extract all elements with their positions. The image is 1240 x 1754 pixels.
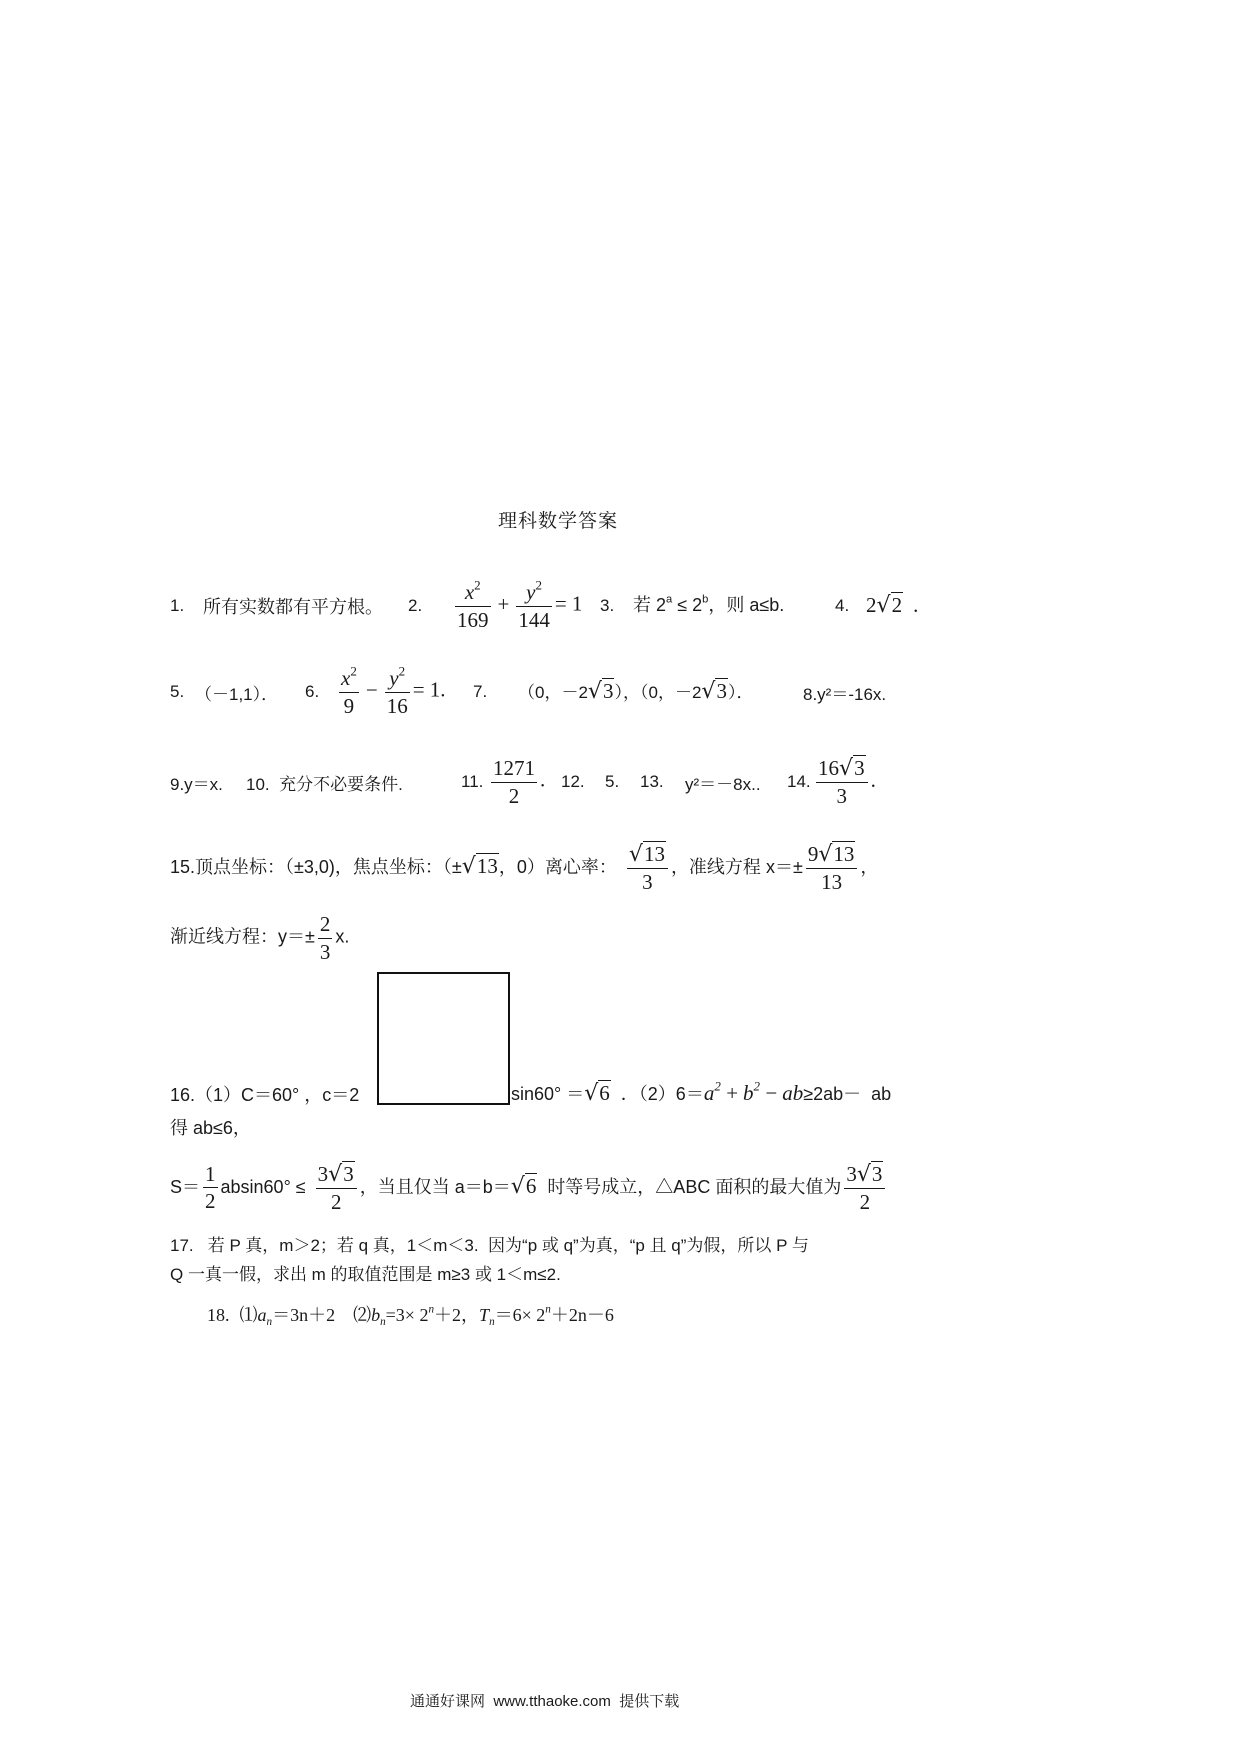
answer-line-10 xyxy=(0,1259,1240,1285)
sqrt-3 xyxy=(588,679,615,703)
variable-y: y xyxy=(389,666,399,691)
image-placeholder xyxy=(377,972,510,1105)
exponent: 2 xyxy=(753,1078,761,1094)
q10-answer: 10. 充分不必要条件. xyxy=(246,774,403,794)
numerator xyxy=(463,577,483,605)
q4-expression xyxy=(866,593,918,619)
q15-asymptote xyxy=(170,912,349,964)
sqrt-2 xyxy=(877,593,904,617)
coefficient: 9 xyxy=(807,841,819,866)
point-2-suffix: ）． xyxy=(727,682,754,702)
term-ab: ab xyxy=(782,1080,804,1105)
period: . xyxy=(870,767,876,792)
q11-fraction xyxy=(491,756,537,807)
part2-prefix: ．（2）6＝ xyxy=(620,1083,704,1104)
q14-number: 14. xyxy=(787,772,811,791)
answer-line-3 xyxy=(0,754,1240,810)
area-middle: absin60° ≤ xyxy=(220,1176,306,1197)
q9-answer: 9.y＝x. xyxy=(170,774,223,794)
bound-fraction xyxy=(316,1162,357,1214)
sqrt-13 xyxy=(462,854,499,878)
q7-answer xyxy=(518,664,753,720)
radicand: 3 xyxy=(871,1161,883,1186)
half-fraction xyxy=(203,1162,218,1213)
radicand: 3 xyxy=(343,1161,354,1186)
q4-number: 4. xyxy=(835,596,850,615)
comma: ， xyxy=(860,856,879,877)
directrix-label: ，准线方程 x＝± xyxy=(670,856,803,877)
variable-x: x xyxy=(341,666,351,691)
denominator: 2 xyxy=(205,1189,216,1214)
sqrt-3 xyxy=(701,679,728,703)
denominator: 3 xyxy=(816,782,868,808)
radical-sign: √ xyxy=(818,841,833,867)
radical-sign: √ xyxy=(876,592,891,618)
sqrt-13 xyxy=(818,842,855,866)
answer-line-6 xyxy=(0,1074,1240,1114)
subscript-n: n xyxy=(266,1316,273,1329)
radicand: 13 xyxy=(833,841,855,866)
q14-expression xyxy=(813,756,876,808)
equals-one: = 1. xyxy=(412,677,446,702)
a-formula: ＝3n＋2 xyxy=(272,1305,336,1326)
q2-answer xyxy=(452,578,582,634)
q7-number: 7. xyxy=(473,682,488,701)
answer-line-5 xyxy=(0,912,1240,964)
q8-answer: 8.y²＝-16x. xyxy=(803,684,887,704)
exponent: 2 xyxy=(398,663,406,679)
sqrt-3 xyxy=(328,1162,355,1186)
sqrt-3 xyxy=(857,1162,884,1186)
radicand: 3 xyxy=(854,755,865,780)
sqrt-6 xyxy=(584,1081,611,1105)
exponent: 2 xyxy=(350,663,357,679)
max-area-text: 时等号成立，△ABC 面积的最大值为 xyxy=(547,1176,842,1197)
period: . xyxy=(540,767,546,792)
period: . xyxy=(913,592,919,617)
q18-number: 18. xyxy=(207,1305,230,1326)
q13-answer: y²＝－8x.. xyxy=(685,774,761,794)
radical-sign: √ xyxy=(587,678,602,704)
denominator: 3 xyxy=(319,939,331,964)
exponent: 2 xyxy=(714,1078,721,1094)
q2-fraction-y xyxy=(516,577,552,632)
denominator: 169 xyxy=(457,607,489,632)
radical-sign: √ xyxy=(856,1161,871,1187)
t-formula: ＝6× 2 xyxy=(494,1305,546,1326)
q4-answer xyxy=(866,578,918,634)
q17-line-1: 17. 若 P 真，m＞2；若 q 真，1＜m＜3. 因为“p 或 q”为真，“p 且 q”为假，所以 P 与 xyxy=(170,1235,809,1255)
q3-prefix: 若 2 xyxy=(633,595,667,616)
area-expression xyxy=(170,1162,888,1214)
numerator xyxy=(816,756,868,782)
numerator xyxy=(524,577,544,605)
point-1-prefix: （0，－2 xyxy=(518,682,588,702)
q13-number: 13. xyxy=(640,772,664,791)
q3-answer xyxy=(633,578,784,634)
term-b: b xyxy=(743,1080,754,1105)
numerator: 1271 xyxy=(493,756,535,781)
eccentricity-label: ，0）离心率： xyxy=(498,856,617,877)
max-area-fraction xyxy=(844,1162,885,1214)
q2-fraction-x xyxy=(455,577,491,632)
numerator: 2 xyxy=(319,912,331,937)
t-formula-tail: ＋2n－6 xyxy=(550,1305,614,1326)
radicand: 2 xyxy=(891,592,903,617)
variable-x: x xyxy=(464,580,475,605)
q14-answer xyxy=(813,754,876,810)
q3-leq: ≤ 2 xyxy=(672,595,703,616)
equals-one: = 1 xyxy=(554,591,583,616)
sqrt-6 xyxy=(511,1174,538,1198)
q6-answer xyxy=(336,664,446,720)
subscript-n: n xyxy=(489,1316,495,1329)
q18-answer xyxy=(207,1300,614,1332)
exponent-a: a xyxy=(666,593,673,606)
q6-fraction-y xyxy=(385,663,410,718)
area-prefix: S＝ xyxy=(170,1176,201,1197)
vertex-focus-text: 15.顶点坐标：（±3,0)，焦点坐标：（± xyxy=(170,856,462,877)
exponent-n: n xyxy=(545,1303,551,1316)
q16-area xyxy=(170,1158,888,1218)
answer-line-1 xyxy=(0,578,1240,634)
equality-condition: ，当且仅当 a＝b＝ xyxy=(359,1176,511,1197)
denominator: 144 xyxy=(518,607,550,632)
part-1-marker: ⑴ xyxy=(239,1305,258,1326)
radical-sign: √ xyxy=(510,1173,525,1199)
numerator xyxy=(316,1162,357,1188)
radicand: 6 xyxy=(599,1080,610,1105)
q18-expression xyxy=(207,1305,614,1327)
q16-expression xyxy=(511,1078,892,1107)
q15-answer xyxy=(170,840,878,896)
radicand: 3 xyxy=(602,678,614,703)
numerator xyxy=(806,842,858,868)
denominator: 16 xyxy=(386,693,408,718)
radicand: 13 xyxy=(476,853,498,878)
numerator xyxy=(339,663,359,691)
radical-sign: √ xyxy=(839,755,854,781)
coefficient: 3 xyxy=(317,1161,329,1186)
q12-number: 12. xyxy=(561,772,585,791)
numerator xyxy=(387,663,407,691)
q16-result: 得 ab≤6， xyxy=(170,1118,251,1138)
cosine-law-expression xyxy=(703,1078,804,1105)
q16-continuation xyxy=(511,1074,891,1114)
part-2-marker: ⑵ xyxy=(353,1305,372,1326)
q7-points xyxy=(518,679,753,705)
numerator: 1 xyxy=(205,1162,216,1187)
term-a: a xyxy=(703,1080,715,1105)
numerator xyxy=(844,1162,885,1188)
b-formula-tail: ＋2， xyxy=(434,1305,480,1326)
eccentricity-fraction xyxy=(627,842,668,894)
q1-number: 1. xyxy=(170,596,185,615)
exponent: 2 xyxy=(474,577,481,593)
page-title: 理科数学答案 xyxy=(498,511,619,532)
q15-expression xyxy=(170,842,878,894)
exponent-n: n xyxy=(428,1303,435,1316)
q3-conclusion: ，则 a≤b. xyxy=(708,595,785,616)
point-separator: ），（0，－2 xyxy=(614,682,702,702)
q5-number: 5. xyxy=(170,682,185,701)
sqrt-13 xyxy=(629,842,666,866)
radicand: 6 xyxy=(525,1173,537,1198)
sqrt-3 xyxy=(839,756,866,780)
exponent: 2 xyxy=(535,577,543,593)
radical-sign: √ xyxy=(328,1161,343,1187)
q3-expression xyxy=(633,595,784,617)
denominator: 3 xyxy=(627,868,668,894)
directrix-fraction xyxy=(806,842,858,894)
coefficient: 3 xyxy=(846,1161,857,1186)
radical-sign: √ xyxy=(584,1080,599,1106)
answer-line-4 xyxy=(0,840,1240,896)
q17-line-2: Q 一真一假，求出 m 的取值范围是 m≥3 或 1＜m≤2. xyxy=(170,1264,561,1284)
q11-answer xyxy=(488,754,545,810)
denominator: 2 xyxy=(844,1188,885,1214)
q6-equation xyxy=(336,663,446,718)
numerator xyxy=(627,842,668,868)
sin-text: sin60° ＝ xyxy=(511,1083,585,1104)
denominator: 2 xyxy=(491,782,537,808)
coefficient: 2 xyxy=(866,592,877,617)
radicand: 3 xyxy=(716,678,727,703)
q14-fraction xyxy=(816,756,868,808)
minus-sign: − xyxy=(764,1080,779,1105)
q1-answer: 所有实数都有平方根。 xyxy=(203,597,383,617)
radicand: 13 xyxy=(643,841,665,866)
q11-expression xyxy=(488,756,545,807)
variable-y: y xyxy=(526,580,536,605)
q12-answer: 5. xyxy=(605,772,620,791)
sequence-b: b xyxy=(371,1305,381,1326)
asymptote-tail: x. xyxy=(335,926,350,947)
plus-sign: + xyxy=(497,591,510,616)
q2-number: 2. xyxy=(408,596,423,615)
denominator: 13 xyxy=(806,868,858,894)
exponent-b: b xyxy=(702,593,709,606)
denominator: 2 xyxy=(316,1188,357,1214)
radical-sign: √ xyxy=(461,853,476,879)
sequence-a: a xyxy=(257,1305,267,1326)
answer-line-2 xyxy=(0,664,1240,720)
radical-sign: √ xyxy=(701,678,716,704)
inequality-text: ≥2ab－ ab xyxy=(803,1083,892,1104)
q2-equation xyxy=(452,577,583,632)
denominator: 9 xyxy=(339,692,359,718)
q11-number: 11. xyxy=(461,772,484,791)
radical-sign: √ xyxy=(628,841,643,867)
subscript-n: n xyxy=(380,1316,386,1329)
q6-fraction-x xyxy=(339,663,359,718)
sum-t: T xyxy=(479,1305,490,1326)
q3-number: 3. xyxy=(600,596,615,615)
answer-line-9 xyxy=(0,1230,1240,1256)
b-formula: =3× 2 xyxy=(385,1305,429,1326)
q16-part1-text: 16.（1）C＝60° ，c＝2 xyxy=(170,1085,360,1105)
minus-sign: − xyxy=(365,677,378,702)
asymptote-label: 渐近线方程：y＝± xyxy=(170,926,315,947)
answer-line-8 xyxy=(0,1158,1240,1218)
asymptote-fraction xyxy=(318,912,333,963)
answer-line-7 xyxy=(0,1112,1240,1142)
asymptote-expression xyxy=(170,912,349,963)
plus-sign: + xyxy=(724,1080,740,1105)
coefficient: 16 xyxy=(818,755,839,780)
q6-number: 6. xyxy=(305,682,320,701)
q5-answer: （－1,1）． xyxy=(195,684,279,704)
page-footer: 通通好课网 www.tthaoke.com 提供下载 xyxy=(410,1693,680,1710)
answer-line-11 xyxy=(0,1300,1240,1332)
